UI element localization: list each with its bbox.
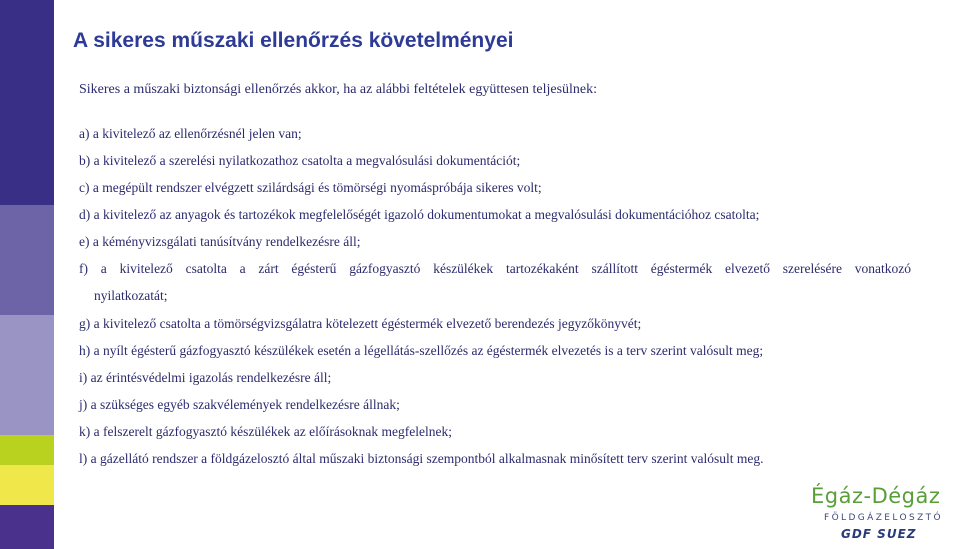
intro-text: Sikeres a műszaki biztonsági ellenőrzés akkor, ha az alábbi feltételek együttesen teljesülnek: <box>79 82 598 97</box>
condition-i: i) az érintésvédelmi igazolás rendelkezésre áll; <box>79 370 332 385</box>
sidebar-segment-dark-purple <box>0 0 54 205</box>
condition-f-continuation: nyilatkozatát; <box>94 288 168 303</box>
sidebar-segment-bottom-purple <box>0 505 54 549</box>
condition-d: d) a kivitelező az anyagok és tartozékok megfelelőségét igazoló dokumentumokat a megvalósulási dokumentációhoz csatolta; <box>79 207 760 222</box>
company-logo <box>806 484 956 546</box>
condition-c: c) a megépült rendszer elvégzett szilárdsági és tömörségi nyomáspróbája sikeres volt; <box>79 180 542 195</box>
condition-k: k) a felszerelt gázfogyasztó készülékek az előírásoknak megfelelnek; <box>79 424 452 439</box>
condition-f: f) a kivitelező csatolta a zárt égésterű gázfogyasztó készülékek tartozékaként szállított égéstermék elvezető szerelésére vonatkozó <box>79 261 911 276</box>
logo-brand: GDF SUEZ <box>841 527 917 541</box>
logo-name: Égáz-Dégáz <box>811 484 941 508</box>
condition-j: j) a szükséges egyéb szakvélemények rendelkezésre állnak; <box>79 397 400 412</box>
sidebar-segment-yellow <box>0 465 54 505</box>
condition-a: a) a kivitelező az ellenőrzésnél jelen van; <box>79 126 302 141</box>
condition-g: g) a kivitelező csatolta a tömörségvizsgálatra kötelezett égéstermék elvezető berendezés jegyzőkönyvét; <box>79 316 642 331</box>
condition-l: l) a gázellátó rendszer a földgázelosztó által műszaki biztonsági szempontból alkalmasnak minősített terv szerint valósult meg. <box>79 451 764 466</box>
logo-subtitle: FÖLDGÁZELOSZTÓ <box>824 513 944 523</box>
condition-h: h) a nyílt égésterű gázfogyasztó készülékek esetén a légellátás-szellőzés az égéstermék elvezetés is a terv szerint valósult meg; <box>79 343 764 358</box>
condition-e: e) a kéményvizsgálati tanúsítvány rendelkezésre áll; <box>79 234 361 249</box>
sidebar-segment-mid-purple <box>0 205 54 315</box>
slide-title: A sikeres műszaki ellenőrzés követelményei <box>73 29 514 52</box>
decorative-sidebar <box>0 0 54 549</box>
sidebar-segment-light-purple <box>0 315 54 435</box>
condition-b: b) a kivitelező a szerelési nyilatkozathoz csatolta a megvalósulási dokumentációt; <box>79 153 521 168</box>
sidebar-segment-lime <box>0 435 54 465</box>
